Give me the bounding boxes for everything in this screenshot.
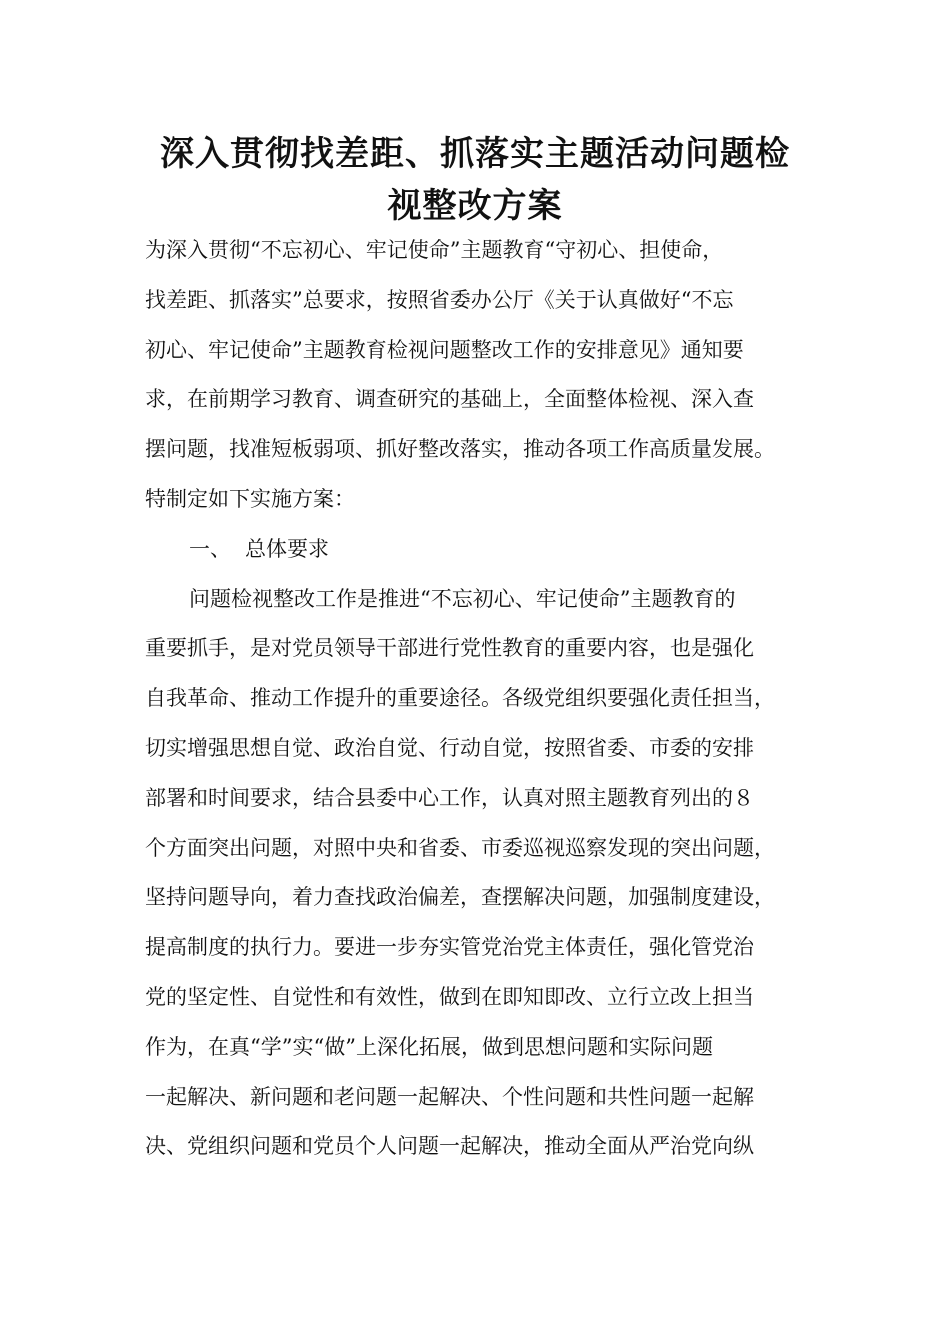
paragraph-line: 党的坚定性、自觉性和有效性，做到在即知即改、立行立改上担当 — [145, 984, 754, 1009]
intro-line: 找差距、抓落实”总要求，按照省委办公厅《关于认真做好“不忘 — [145, 287, 734, 312]
paragraph-line: 作为，在真“学”实“做”上深化拓展，做到思想问题和实际问题 — [145, 1034, 713, 1059]
paragraph-line: 问题检视整改工作是推进“不忘初心、牢记使命”主题教育的 — [189, 586, 736, 611]
paragraph-line: 自我革命、推动工作提升的重要途径。各级党组织要强化责任担当， — [145, 686, 775, 711]
intro-line: 初心、牢记使命”主题教育检视问题整改工作的安排意见》通知要 — [145, 337, 744, 362]
document-title — [140, 128, 810, 232]
title-line-2: 视整改方案 — [387, 186, 563, 226]
document-body — [145, 226, 805, 1172]
section-number: 一、 — [189, 536, 231, 561]
paragraph-line: 决、党组织问题和党员个人问题一起解决，推动全面从严治党向纵 — [145, 1134, 754, 1159]
intro-line: 求，在前期学习教育、调查研究的基础上，全面整体检视、深入查 — [145, 387, 754, 412]
paragraph-line: 部署和时间要求，结合县委中心工作，认真对照主题教育列出的８ — [145, 785, 754, 810]
section-heading — [145, 525, 805, 575]
paragraph-line: 个方面突出问题，对照中央和省委、市委巡视巡察发现的突出问题， — [145, 835, 775, 860]
paragraph-line: 提高制度的执行力。要进一步夯实管党治党主体责任，强化管党治 — [145, 935, 754, 960]
section-heading-text: 总体要求 — [245, 536, 329, 561]
paragraph-line: 切实增强思想自觉、政治自觉、行动自觉，按照省委、市委的安排 — [145, 735, 754, 760]
paragraph-line: 坚持问题导向，着力查找政治偏差，查摆解决问题，加强制度建设， — [145, 885, 775, 910]
intro-line: 为深入贯彻“不忘初心、牢记使命”主题教育“守初心、担使命， — [145, 238, 724, 262]
intro-line: 摆问题，找准短板弱项、抓好整改落实，推动各项工作高质量发展。 — [145, 437, 775, 462]
intro-line: 特制定如下实施方案： — [145, 486, 355, 511]
paragraph-line: 重要抓手，是对党员领导干部进行党性教育的重要内容，也是强化 — [145, 636, 754, 661]
paragraph-line: 一起解决、新问题和老问题一起解决、个性问题和共性问题一起解 — [145, 1084, 754, 1109]
title-line-1: 深入贯彻找差距、抓落实主题活动问题检 — [160, 134, 790, 174]
